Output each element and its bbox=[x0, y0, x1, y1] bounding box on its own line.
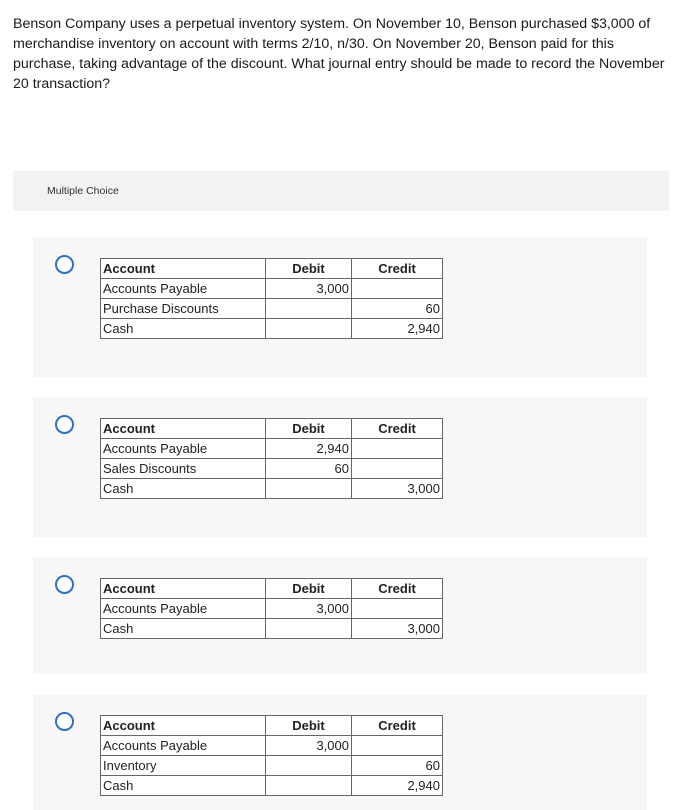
credit-header: Credit bbox=[352, 579, 443, 599]
table-row bbox=[101, 439, 443, 459]
table-row bbox=[101, 756, 443, 776]
account-cell: Accounts Payable bbox=[101, 279, 266, 299]
answer-option-1[interactable] bbox=[33, 237, 647, 377]
debit-header: Debit bbox=[266, 259, 352, 279]
credit-header: Credit bbox=[352, 716, 443, 736]
journal-entry-table bbox=[100, 258, 443, 339]
answer-option-4[interactable] bbox=[33, 695, 647, 810]
account-header: Account bbox=[101, 579, 266, 599]
debit-header: Debit bbox=[266, 579, 352, 599]
credit-header: Credit bbox=[352, 259, 443, 279]
credit-cell bbox=[352, 736, 443, 756]
credit-cell bbox=[352, 599, 443, 619]
debit-cell: 3,000 bbox=[266, 736, 352, 756]
credit-cell bbox=[352, 459, 443, 479]
account-cell: Accounts Payable bbox=[101, 736, 266, 756]
radio-button[interactable] bbox=[55, 712, 74, 731]
account-cell: Cash bbox=[101, 319, 266, 339]
radio-button[interactable] bbox=[55, 415, 74, 434]
multiple-choice-label: Multiple Choice bbox=[47, 185, 119, 197]
account-header: Account bbox=[101, 716, 266, 736]
credit-cell: 3,000 bbox=[352, 619, 443, 639]
table-row bbox=[101, 479, 443, 499]
debit-header: Debit bbox=[266, 419, 352, 439]
debit-cell: 2,940 bbox=[266, 439, 352, 459]
journal-entry-table bbox=[100, 578, 443, 639]
answer-option-2[interactable] bbox=[33, 397, 647, 537]
debit-cell: 3,000 bbox=[266, 279, 352, 299]
journal-entry-table bbox=[100, 715, 443, 796]
table-row bbox=[101, 279, 443, 299]
account-cell: Cash bbox=[101, 619, 266, 639]
credit-cell: 60 bbox=[352, 299, 443, 319]
debit-cell bbox=[266, 319, 352, 339]
table-row bbox=[101, 776, 443, 796]
credit-cell: 2,940 bbox=[352, 319, 443, 339]
account-cell: Cash bbox=[101, 479, 266, 499]
debit-cell bbox=[266, 479, 352, 499]
debit-cell: 3,000 bbox=[266, 599, 352, 619]
journal-entry-table bbox=[100, 418, 443, 499]
multiple-choice-header bbox=[13, 171, 669, 211]
radio-button[interactable] bbox=[55, 255, 74, 274]
debit-cell bbox=[266, 776, 352, 796]
table-row bbox=[101, 299, 443, 319]
table-row bbox=[101, 619, 443, 639]
table-row bbox=[101, 599, 443, 619]
credit-header: Credit bbox=[352, 419, 443, 439]
account-cell: Accounts Payable bbox=[101, 599, 266, 619]
table-row bbox=[101, 459, 443, 479]
debit-header: Debit bbox=[266, 716, 352, 736]
account-header: Account bbox=[101, 419, 266, 439]
account-cell: Sales Discounts bbox=[101, 459, 266, 479]
table-row bbox=[101, 319, 443, 339]
account-cell: Accounts Payable bbox=[101, 439, 266, 459]
credit-cell: 3,000 bbox=[352, 479, 443, 499]
radio-button[interactable] bbox=[55, 575, 74, 594]
credit-cell: 60 bbox=[352, 756, 443, 776]
credit-cell: 2,940 bbox=[352, 776, 443, 796]
account-cell: Cash bbox=[101, 776, 266, 796]
account-cell: Inventory bbox=[101, 756, 266, 776]
question-text: Benson Company uses a perpetual inventory system. On November 10, Benson purchased $3,000 of merchandise inventory on account with terms 2/10, n/30. On November 20, Benson paid for this purchase, taking advantage of the discount. What journal entry should be made to record the November 20 transaction? bbox=[13, 16, 665, 92]
account-cell: Purchase Discounts bbox=[101, 299, 266, 319]
answer-option-3[interactable] bbox=[33, 557, 647, 674]
credit-cell bbox=[352, 439, 443, 459]
debit-cell bbox=[266, 299, 352, 319]
account-header: Account bbox=[101, 259, 266, 279]
table-row bbox=[101, 736, 443, 756]
debit-cell bbox=[266, 619, 352, 639]
credit-cell bbox=[352, 279, 443, 299]
debit-cell: 60 bbox=[266, 459, 352, 479]
debit-cell bbox=[266, 756, 352, 776]
